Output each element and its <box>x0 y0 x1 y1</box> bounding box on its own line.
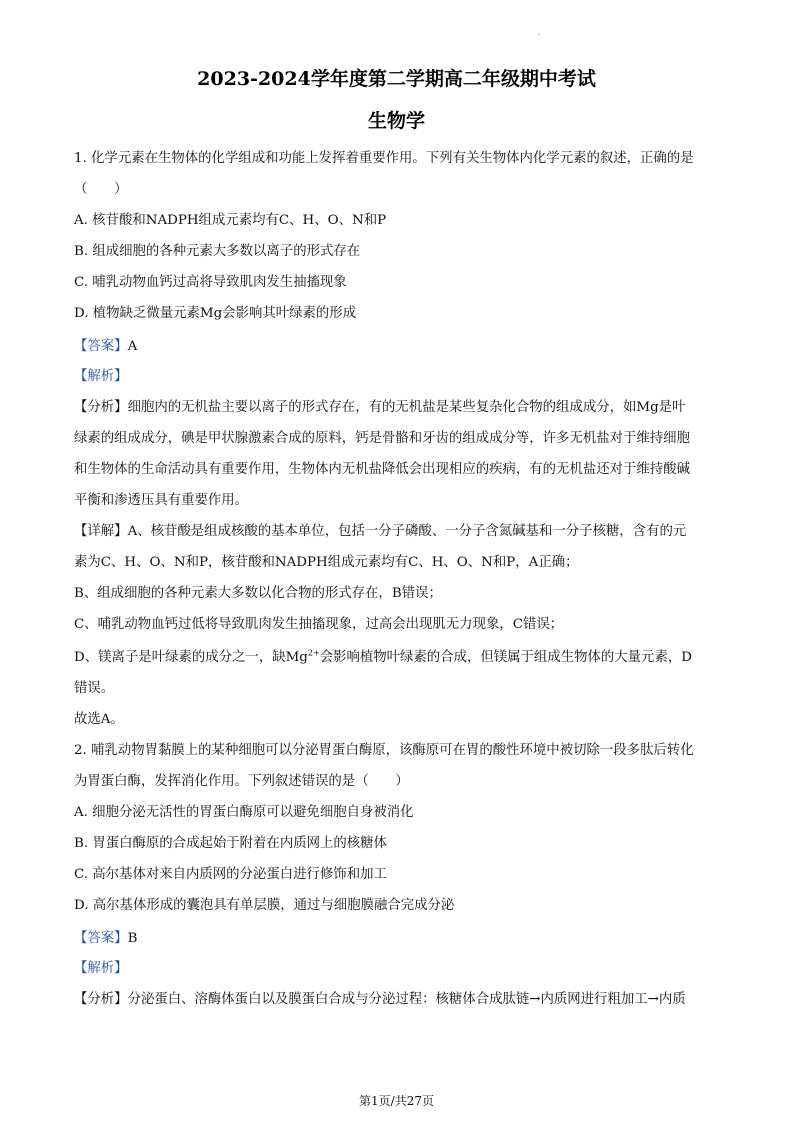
q1-option-b: B. 组成细胞的各种元素大多数以离子的形式存在 <box>74 244 361 259</box>
stray-dot: . <box>538 28 541 37</box>
q1-option-d: D. 植物缺乏微量元素Mg会影响其叶绿素的形成 <box>74 306 357 321</box>
mg-superscript: 2+ <box>307 648 320 658</box>
xiangjie-5-part1: D、镁离子是叶绿素的成分之一，缺Mg <box>74 650 308 665</box>
q1-xiangjie-line6: 错误。 <box>74 681 115 696</box>
q1-option-a: A. 核苷酸和NADPH组成元素均有C、H、O、N和P <box>74 213 387 228</box>
q1-answer <box>74 338 724 356</box>
page-footer: 第1页/共27页 <box>359 1094 434 1108</box>
fenxi-tag: 【分析】 <box>74 400 128 415</box>
q1-xiangjie-line3: B、组成细胞的各种元素大多数以化合物的形式存在，B错误； <box>74 586 442 601</box>
q1-conclusion: 故选A。 <box>74 712 124 727</box>
q1-xiangjie-line5 <box>74 649 724 667</box>
q1-fenxi-line1 <box>74 399 724 417</box>
answer-tag: 【答案】 <box>74 931 128 946</box>
xiangjie-text: A、核苷酸是组成核酸的基本单位，包括一分子磷酸、一分子含氮碱基和一分子核糖，含有的元 <box>127 524 687 539</box>
analysis-tag: 【解析】 <box>74 369 128 384</box>
q2-option-d: D. 高尔基体形成的囊泡具有单层膜，通过与细胞膜融合完成分泌 <box>74 898 455 913</box>
answer-value: B <box>127 931 138 946</box>
q1-fenxi-line4: 平衡和渗透压具有重要作用。 <box>74 493 249 508</box>
q2-analysis-heading <box>74 960 724 978</box>
q2-option-b: B. 胃蛋白酶原的合成起始于附着在内质网上的核糖体 <box>74 836 387 851</box>
q2-stem-line1: 2. 哺乳动物胃黏膜上的某种细胞可以分泌胃蛋白酶原，该酶原可在胃的酸性环境中被切除一段多肽后转化 <box>74 743 694 758</box>
fenxi-tag: 【分析】 <box>74 992 128 1007</box>
q1-xiangjie-line2: 素为C、H、O、N和P，核苷酸和NADPH组成元素均有C、H、O、N和P，A正确； <box>74 555 579 570</box>
xiangjie-tag: 【详解】 <box>74 524 128 539</box>
q1-stem-line1: 1. 化学元素在生物体的化学组成和功能上发挥着重要作用。下列有关生物体内化学元素的叙述，正确的是 <box>74 151 694 166</box>
q2-option-a: A. 细胞分泌无活性的胃蛋白酶原可以避免细胞自身被消化 <box>74 805 414 820</box>
q1-option-c: C. 哺乳动物血钙过高将导致肌肉发生抽搐现象 <box>74 275 347 290</box>
q1-stem-line2: （ ） <box>74 182 128 197</box>
answer-value: A <box>127 339 138 354</box>
q1-fenxi-line3: 和生物体的生命活动具有重要作用，生物体内无机盐降低会出现相应的疾病，有的无机盐还对于维持酸碱 <box>74 462 690 477</box>
exam-title: 2023-2024学年度第二学期高二年级期中考试 <box>197 68 596 90</box>
subject-title: 生物学 <box>367 110 425 132</box>
q1-fenxi-line2: 绿素的组成成分，碘是甲状腺激素合成的原料，钙是骨骼和牙齿的组成成分等，许多无机盐对于维持细胞 <box>74 431 690 446</box>
q2-option-c: C. 高尔基体对来自内质网的分泌蛋白进行修饰和加工 <box>74 867 387 882</box>
q1-analysis-heading <box>74 368 724 386</box>
q2-answer <box>74 930 724 948</box>
q2-fenxi-line1 <box>74 991 724 1009</box>
fenxi-text: 细胞内的无机盐主要以离子的形式存在，有的无机盐是某些复杂化合物的组成成分，如Mg是叶 <box>127 400 686 415</box>
q2-stem-line2: 为胃蛋白酶，发挥消化作用。下列叙述错误的是（ ） <box>74 774 409 789</box>
answer-tag: 【答案】 <box>74 339 128 354</box>
q1-xiangjie-line4: C、哺乳动物血钙过低将导致肌肉发生抽搐现象，过高会出现肌无力现象，C错误； <box>74 617 564 632</box>
analysis-tag: 【解析】 <box>74 961 128 976</box>
q1-xiangjie-line1 <box>74 523 724 541</box>
xiangjie-5-part2: 会影响植物叶绿素的合成，但镁属于组成生物体的大量元素，D <box>319 650 692 665</box>
fenxi-text: 分泌蛋白、溶酶体蛋白以及膜蛋白合成与分泌过程：核糖体合成肽链→内质网进行粗加工→内质 <box>127 992 686 1007</box>
